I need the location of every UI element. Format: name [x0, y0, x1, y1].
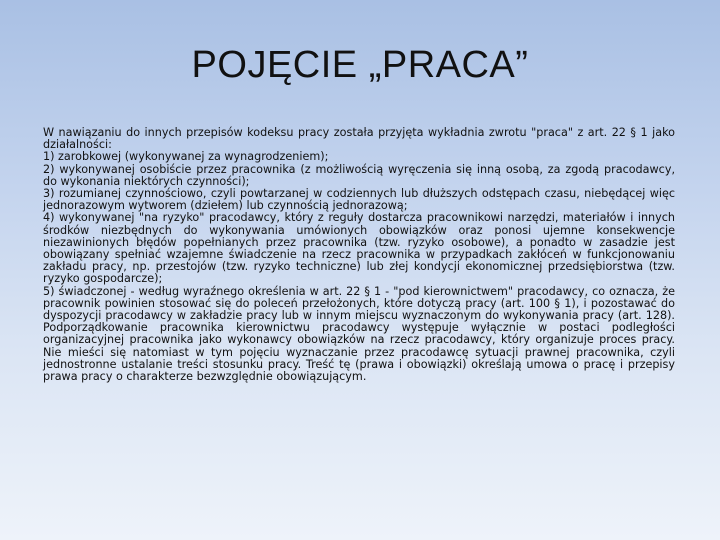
list-item-1: 1) zarobkowej (wykonywanej za wynagrodzeniem); [43, 150, 329, 164]
slide-body [43, 127, 675, 383]
list-item-2: 2) wykonywanej osobiście przez pracownika (z możliwością wyręczenia się inną osobą, za zgodą pracodawcy, do wykonania niektórych czynności); [43, 162, 675, 188]
slide-title: POJĘCIE „PRACA” [191, 44, 529, 86]
list-item-5: 5) świadczonej - według wyraźnego określenia w art. 22 § 1 - "pod kierownictwem" pracodawcy, co oznacza, że pracownik powinien stosować się do poleceń przełożonych, które dotyczą pracy (art. 100 § 1), i pozostawać do dyspozycji pracodawcy w zakładzie pracy lub w innym miejscu wyznaczonym do wykonywania pracy (art. 128). Podporządkowanie pracownika kierownictwu pracodawcy występuje wyłącznie w postaci podległości organizacyjnej pracownika jako wykonawcy obowiązków na rzecz pracodawcy, który organizuje proces pracy. Nie mieści się natomiast w tym pojęciu wyznaczanie przez pracodawcę sytuacji prawnej pracownika, czyli jednostronne ustalanie treści stosunku pracy. Treść tę (prawa i obowiązki) określają umowa o pracę i przepisy prawa pracy o charakterze bezwzględnie obowiązującym. [43, 284, 675, 384]
intro-paragraph: W nawiązaniu do innych przepisów kodeksu pracy została przyjęta wykładnia zwrotu "praca" z art. 22 § 1 jako działalności: [43, 126, 675, 152]
list-item-3: 3) rozumianej czynnościowo, czyli powtarzanej w codziennych lub dłuższych odstępach czasu, niebędącej więc jednorazowym wytworem (dziełem) lub czynnością jednorazową; [43, 187, 675, 213]
list-item-4: 4) wykonywanej "na ryzyko" pracodawcy, który z reguły dostarcza pracownikowi narzędzi, materiałów i innych środków niezbędnych do wykonywania umówionych obowiązków oraz ponosi ujemne konsekwencje niezawinionych błędów popełnianych przez pracownika (tzw. ryzyko osobowe), a ponadto w zasadzie jest obowiązany spełniać wzajemne świadczenie na rzecz pracownika w przypadkach zakłóceń w funkcjonowaniu zakładu pracy, np. przestojów (tzw. ryzyko techniczne) lub złej kondycji ekonomicznej przedsiębiorstwa (tzw. ryzyko gospodarcze); [43, 211, 675, 286]
